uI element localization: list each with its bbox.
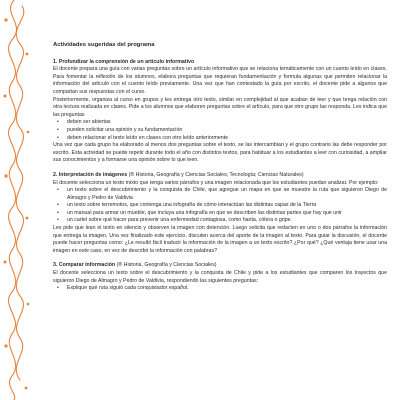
activity-heading: [53, 262, 387, 270]
paragraph: El docente prepara una guía con varias preguntas sobre un artículo informativo que se relaciona temáticamente con un cuento leído en clases. Para fomentar la reflexión de los alumnos, elabora preguntas que requieran fundamentación y formula algunas que permiten relacionar la información del artículo con el cuento leído previamente. Una vez que han contestado la guía por escrito, el docente pide a algunos que compartan sus respuestas con el curso.: [53, 66, 387, 95]
bullet-item: • deben relacionar el texto leído en clases con otro leído anteriormente: [67, 135, 387, 143]
bullet-list: [53, 119, 387, 142]
paragraph: Una vez que cada grupo ha elaborado al menos dos preguntas sobre el texto, se las intercambian y el grupo contrario las debe responder por escrito. Esta actividad se puede repetir durante todo el año con distintos textos, para habituar a los estudiantes a leer con curiosidad, a ampliar sus conocimientos y a formarse una opinión sobre lo que leen.: [53, 142, 387, 164]
document-page: [53, 42, 387, 293]
document-title: Actividades sugeridas del programa: [53, 42, 155, 48]
bullet-item: • Explique qué ruta siguió cada conquistador español.: [67, 285, 387, 293]
activity-section: [53, 262, 387, 292]
paragraph: El docente selecciona un texto sobre el descubrimiento y la conquista de Chile y pide a los estudiantes que comparen los trayectos que siguieron Diego de Almagro y Pedro de Valdivia, respondiendo las siguientes preguntas:: [53, 270, 387, 284]
bullet-item: • deben ser abiertas: [67, 119, 387, 127]
activity-section: [53, 172, 387, 256]
bullet-item: • un texto sobre el descubrimiento y la conquista de Chile, que agregue un mapa en que se muestre la ruta que siguieron Diego de Almagro y Pedro de Valdivia: [67, 187, 387, 202]
bullet-item: • un manual para armar un mueble, que incluya una infografía en que se describen las distintas partes que hay que unir: [67, 210, 387, 218]
activity-heading: [53, 59, 387, 67]
activity-heading-text: 2. Interpretación de imágenes: [53, 171, 128, 178]
paragraph: El docente selecciona un texto mixto que tenga varios párrafos y una imagen relacionada que los estudiantes puedan analizar. Por ejemplo:: [53, 179, 379, 186]
bullet-item: • un cartel sobre qué hacer para prevenir una enfermedad contagiosa, como hanta, cólera o gripe.: [67, 217, 387, 225]
activity-section: [53, 59, 387, 165]
activity-subject-tags: (® Historia, Geografía y Ciencias Sociales): [116, 262, 217, 269]
paragraph: Les pide que lean el texto en silencio y observen la imagen con detención. Luego solicita que redacten en uno o dos párrafos la información que entrega la imagen. Una vez finalizado este ejercicio, discuten acerca del aporte de la imagen al texto. Para guiar la discusión, el docente puede hacer preguntas como: ¿Le resultó fácil traducir la información de la imagen a un texto escrito? ¿Por qué? ¿Qué ventaja tiene usar una imagen en este caso, en vez de describir la información con palabras?: [53, 225, 387, 254]
bullet-item: • pueden solicitar una opinión y su fundamentación: [67, 127, 387, 135]
bullet-item: • un texto sobre terremotos, que contenga una infografía de cómo interactúan las distintas capas de la Tierra: [67, 202, 387, 210]
activities-list: [53, 59, 387, 293]
bullet-list: [53, 187, 387, 225]
activity-heading: [53, 172, 387, 180]
activity-subject-tags: (® Historia, Geografía y Ciencias Sociales; Tecnología; Ciencias Naturales): [128, 171, 304, 178]
bullet-list: [53, 285, 387, 293]
activity-heading-text: 3. Comparar información: [53, 262, 116, 269]
activity-heading-text: 1. Profundizar la comprensión de un artículo informativo: [53, 58, 195, 65]
paragraph: Posteriormente, organiza al curso en grupos y les entrega otro texto, similar en complejidad al que acaban de leer y que tenga relación con otra lectura realizada en clases. Pide a los alumnos que elaboren preguntas sobre el artículo, para que otro grupo las responda. Les indica que las preguntas: [53, 96, 387, 118]
section-spacer: [53, 165, 387, 172]
decorative-swirl-border: [0, 0, 34, 400]
